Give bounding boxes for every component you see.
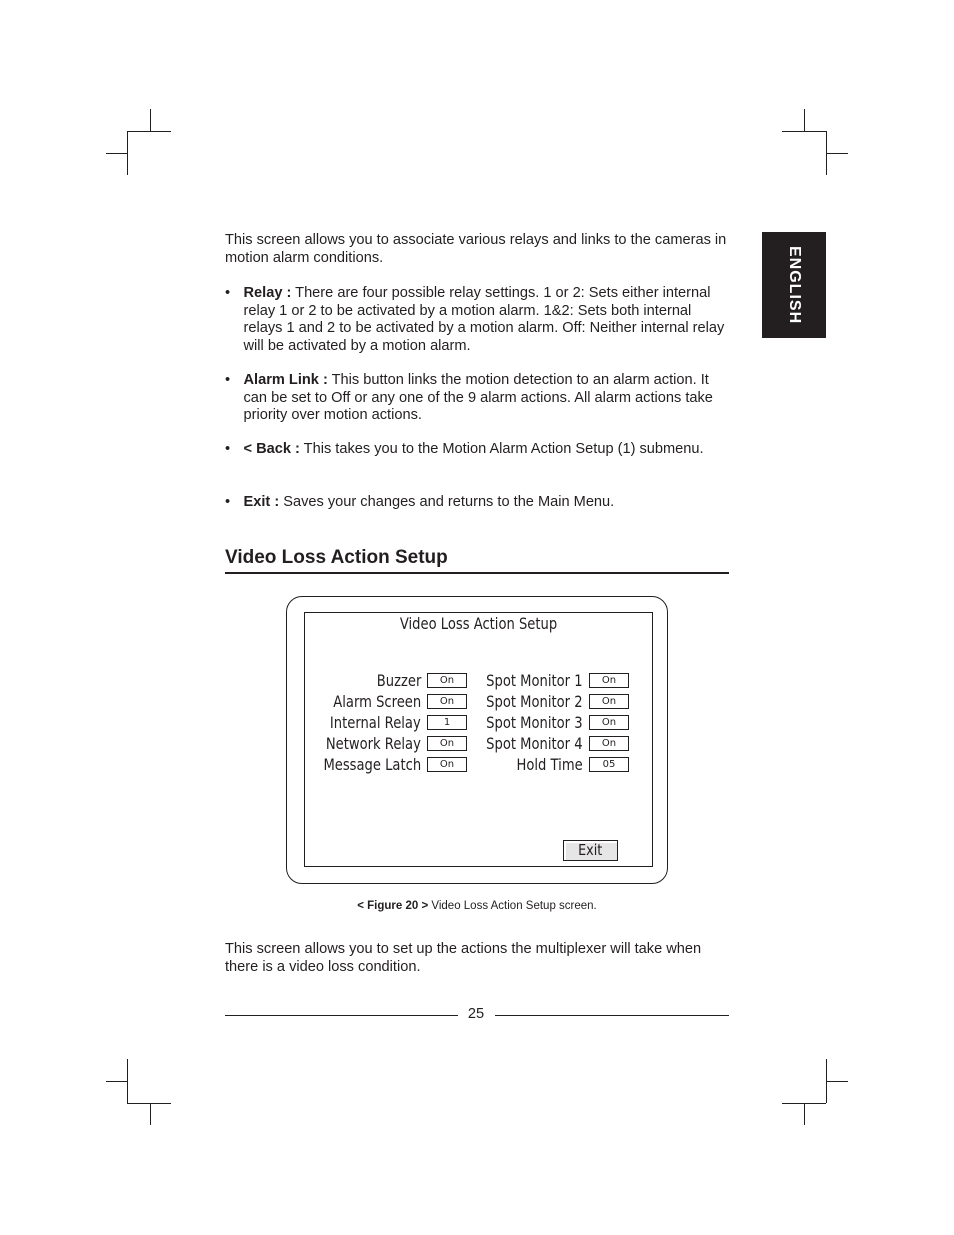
figure-caption — [0, 900, 954, 912]
bullet-text: There are four possible relay settings. 1 or 2: Sets either internal relay 1 or 2 to be activated by a motion alarm. 1&2: Sets both internal relays 1 and 2 to be activated by a motion alarm. Off: Neither internal relay will be activated by a motion alarm. — [243, 285, 725, 354]
osd-label-internal-relay: Internal Relay — [330, 713, 421, 732]
osd-label-spot-monitor-1: Spot Monitor 1 — [486, 671, 583, 690]
closing-paragraph: This screen allows you to set up the actions the multiplexer will take when there is a video loss condition. — [225, 941, 702, 975]
osd-label-alarm-screen: Alarm Screen — [333, 692, 421, 711]
osd-screen — [304, 612, 653, 867]
bullet-dot: • — [225, 285, 231, 301]
figure-caption-text: Video Loss Action Setup screen. — [428, 900, 597, 912]
language-tab-label: ENGLISH — [786, 245, 803, 325]
network-relay-value[interactable]: On — [427, 736, 467, 751]
osd-label-buzzer: Buzzer — [376, 671, 421, 690]
buzzer-value[interactable]: On — [427, 673, 467, 688]
spot-monitor-4-value[interactable]: On — [589, 736, 629, 751]
bullet-text: This takes you to the Motion Alarm Action Setup (1) submenu. — [299, 441, 704, 457]
internal-relay-value[interactable]: 1 — [427, 715, 467, 730]
exit-button-label: Exit — [578, 841, 603, 859]
osd-label-hold-time: Hold Time — [516, 755, 583, 774]
osd-label-spot-monitor-3: Spot Monitor 3 — [486, 713, 583, 732]
spot-monitor-1-value[interactable]: On — [589, 673, 629, 688]
bullet-term: Exit : — [243, 494, 280, 510]
alarm-screen-value[interactable]: On — [427, 694, 467, 709]
bullet-term: Alarm Link : — [243, 372, 328, 388]
language-tab — [762, 232, 826, 338]
hold-time-value[interactable]: 05 — [589, 757, 629, 772]
bullet-alarm-link — [225, 372, 730, 425]
heading-underline — [225, 572, 729, 574]
bullet-text: Saves your changes and returns to the Main Menu. — [279, 494, 615, 510]
bullet-dot: • — [225, 372, 231, 388]
bullet-text: This button links the motion detection to an alarm action. It can be set to Off or any one of the 9 alarm actions. All alarm actions take priority over motion actions. — [243, 372, 713, 423]
page-number: 25 — [467, 1006, 485, 1022]
bullet-dot: • — [225, 441, 231, 457]
bullet-term: < Back : — [243, 441, 300, 457]
osd-label-network-relay: Network Relay — [325, 734, 421, 753]
footer-rule-left — [225, 1015, 458, 1016]
osd-label-spot-monitor-4: Spot Monitor 4 — [486, 734, 583, 753]
spot-monitor-3-value[interactable]: On — [589, 715, 629, 730]
osd-label-message-latch: Message Latch — [323, 755, 421, 774]
message-latch-value[interactable]: On — [427, 757, 467, 772]
bullet-exit — [225, 494, 730, 512]
bullet-back — [225, 441, 730, 459]
intro-paragraph: This screen allows you to associate various relays and links to the cameras in motion alarm conditions. — [225, 232, 727, 266]
osd-title: Video Loss Action Setup — [399, 614, 558, 633]
spot-monitor-2-value[interactable]: On — [589, 694, 629, 709]
section-heading: Video Loss Action Setup — [225, 547, 448, 568]
exit-button[interactable] — [563, 840, 618, 861]
bullet-relay — [225, 285, 730, 355]
figure-caption-label: < Figure 20 > — [357, 900, 429, 912]
bullet-term: Relay : — [243, 285, 292, 301]
osd-label-spot-monitor-2: Spot Monitor 2 — [486, 692, 583, 711]
footer-rule-right — [495, 1015, 729, 1016]
bullet-dot: • — [225, 494, 231, 510]
